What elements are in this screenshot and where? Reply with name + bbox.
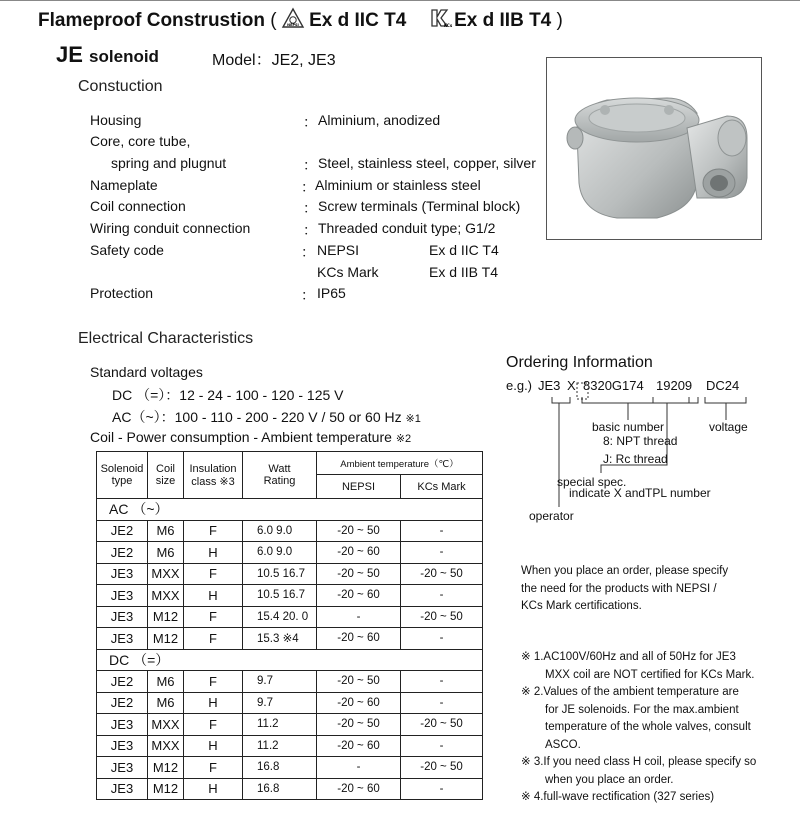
cell-watt: 11.2: [243, 735, 317, 757]
ordering-code-x: X: [567, 378, 576, 393]
table-row: [97, 671, 483, 693]
cell-watt: 6.0 9.0: [243, 542, 317, 564]
table-row: [97, 714, 483, 736]
cell-size: MXX: [148, 585, 184, 607]
dc-voltages: DC （=）：12 - 24 - 100 - 120 - 125 V: [112, 387, 344, 403]
cell-cls: F: [184, 520, 243, 542]
ordering-code-spec: 19209: [656, 378, 693, 393]
section-dc-label: DC （=）: [97, 649, 483, 671]
cell-type: JE3: [97, 585, 148, 607]
cell-type: JE3: [97, 714, 148, 736]
coil-power-label: [90, 429, 411, 445]
cell-cls: F: [184, 671, 243, 693]
title-paren-open: (: [270, 10, 277, 32]
cell-type: JE2: [97, 542, 148, 564]
cell-size: M12: [148, 606, 184, 628]
nepsi-logo-icon: [282, 8, 304, 34]
cell-type: JE2: [97, 520, 148, 542]
cell-nepsi: -20 ~ 60: [317, 692, 401, 714]
header-kcs: KCs Mark: [401, 475, 483, 499]
top-rule: [0, 0, 800, 1]
footnotes: [521, 649, 756, 807]
header-nepsi: NEPSI: [317, 475, 401, 499]
spec-label-coil-connection: Coil connection: [90, 198, 186, 214]
cell-nepsi: -20 ~ 60: [317, 585, 401, 607]
cell-type: JE3: [97, 628, 148, 650]
cell-watt: 15.3 ※4: [243, 628, 317, 650]
cell-size: M6: [148, 542, 184, 564]
spec-value-wiring: Threaded conduit type; G1/2: [318, 220, 496, 236]
cell-kcs: -: [401, 628, 483, 650]
spec-label-protection: Protection: [90, 285, 154, 301]
header-solenoid-type: Solenoid type: [97, 452, 148, 499]
table-row: [97, 563, 483, 585]
header-watt-rating: Watt Rating: [243, 452, 317, 499]
product-name-main: JE: [56, 42, 83, 67]
ordering-code-je3: JE3: [538, 378, 561, 393]
order-note: When you place an order, please specify the need for the products with NEPSI / KCs Mark certifications.: [521, 565, 729, 612]
cell-watt: 10.5 16.7: [243, 585, 317, 607]
std-voltages-label: Standard voltages: [90, 364, 203, 380]
footnote-2: ※ 2.Values of the ambient temperature are: [521, 686, 739, 698]
cell-type: JE2: [97, 692, 148, 714]
spec-value-safety-nepsi-code: Ex d IIC T4: [429, 242, 499, 258]
cell-kcs: -: [401, 520, 483, 542]
table-row: [97, 692, 483, 714]
cell-cls: F: [184, 563, 243, 585]
kcs-logo-text: KCs: [443, 23, 453, 28]
spec-value-coil-connection: Screw terminals (Terminal block): [318, 198, 521, 214]
footnote-2-cont: for JE solenoids. For the max.ambient: [545, 703, 739, 716]
kcs-logo-icon: [429, 8, 453, 34]
cell-watt: 9.7: [243, 692, 317, 714]
footnote-2-cont: ASCO.: [545, 738, 581, 751]
header-ambient: Ambient temperature（℃）: [317, 452, 483, 475]
table-section-ac: [97, 499, 483, 521]
cell-size: M6: [148, 671, 184, 693]
spec-value-safety-kcs-code: Ex d IIB T4: [429, 264, 498, 280]
spec-label-nameplate: Nameplate: [90, 177, 158, 193]
cell-size: M12: [148, 778, 184, 800]
cell-type: JE2: [97, 671, 148, 693]
table-row: [97, 628, 483, 650]
cell-nepsi: -20 ~ 50: [317, 671, 401, 693]
coil-power-text: Coil - Power consumption - Ambient temperature: [90, 429, 392, 445]
cell-type: JE3: [97, 757, 148, 779]
spec-value-safety-kcs: KCs Mark: [317, 264, 379, 280]
product-name-suffix: solenoid: [89, 47, 159, 66]
solenoid-photo-icon: [547, 58, 761, 239]
cell-cls: H: [184, 735, 243, 757]
cell-kcs: -: [401, 671, 483, 693]
model-label: Model：JE2, JE3: [212, 52, 336, 69]
cell-size: MXX: [148, 563, 184, 585]
cell-nepsi: -20 ~ 50: [317, 520, 401, 542]
ordering-special-indicate: indicate X andTPL number: [569, 486, 711, 500]
spec-colon: ：: [301, 287, 315, 303]
spec-label-safety: Safety code: [90, 242, 164, 258]
spec-label-wiring: Wiring conduit connection: [90, 220, 251, 236]
cell-cls: F: [184, 606, 243, 628]
cell-cls: F: [184, 714, 243, 736]
coil-power-note: ※2: [395, 433, 412, 445]
spec-colon: ：: [301, 179, 315, 195]
ac-voltages-text: AC（~）：100 - 110 - 200 - 220 V / 50 or 60 Hz: [112, 409, 402, 425]
section-ac-label: AC （~）: [97, 499, 483, 521]
ordering-heading: Ordering Information: [506, 354, 653, 371]
cell-watt: 16.8: [243, 757, 317, 779]
spec-label-housing: Housing: [90, 112, 142, 128]
cell-cls: H: [184, 542, 243, 564]
cell-kcs: -: [401, 778, 483, 800]
cell-size: MXX: [148, 735, 184, 757]
nepsi-logo-text: NEPSI: [286, 23, 299, 27]
table-header-row: [97, 452, 483, 475]
spec-colon: ：: [303, 200, 317, 216]
spec-value-safety-nepsi: NEPSI: [317, 242, 360, 258]
cell-type: JE3: [97, 563, 148, 585]
cell-watt: 10.5 16.7: [243, 563, 317, 585]
cell-size: M12: [148, 628, 184, 650]
footnote-3: ※ 3.If you need class H coil, please specify so: [521, 756, 757, 768]
ordering-npt: 8: NPT thread: [603, 434, 678, 448]
ac-rows: [97, 520, 483, 649]
cell-watt: 16.8: [243, 778, 317, 800]
cell-kcs: -: [401, 692, 483, 714]
spec-value-housing: Alminium, anodized: [318, 112, 441, 128]
cell-type: JE3: [97, 606, 148, 628]
spec-value-core: Steel, stainless steel, copper, silver: [318, 155, 536, 171]
spec-colon: ：: [303, 114, 317, 130]
cell-size: MXX: [148, 714, 184, 736]
cell-kcs: -: [401, 735, 483, 757]
spec-colon: ：: [301, 244, 315, 260]
electrical-heading: Electrical Characteristics: [78, 330, 254, 347]
page-title: [38, 8, 563, 34]
cell-cls: H: [184, 585, 243, 607]
electrical-table: [96, 451, 483, 800]
product-name: [56, 42, 159, 68]
table-row: [97, 735, 483, 757]
cell-size: M12: [148, 757, 184, 779]
spec-colon: ：: [303, 222, 317, 238]
title-text: Flameproof Construstion: [38, 10, 265, 32]
spec-label-core: Core, core tube,: [90, 133, 191, 149]
cell-kcs: -: [401, 542, 483, 564]
cell-type: JE3: [97, 735, 148, 757]
cell-nepsi: -20 ~ 50: [317, 714, 401, 736]
spec-value-nameplate: Alminium or stainless steel: [315, 177, 481, 193]
product-photo: [546, 57, 762, 240]
table-row: [97, 757, 483, 779]
cell-size: M6: [148, 520, 184, 542]
cell-kcs: -20 ~ 50: [401, 563, 483, 585]
ordering-special: special spec.: [557, 475, 627, 489]
table-row: [97, 606, 483, 628]
ordering-eg: e.g.): [506, 378, 533, 393]
cell-size: M6: [148, 692, 184, 714]
cell-watt: 6.0 9.0: [243, 520, 317, 542]
cell-nepsi: -20 ~ 60: [317, 735, 401, 757]
cell-nepsi: -20 ~ 60: [317, 542, 401, 564]
cert-nepsi: Ex d IIC T4: [309, 10, 407, 32]
spec-value-protection: IP65: [317, 285, 346, 301]
cell-kcs: -: [401, 585, 483, 607]
footnote-4: ※ 4.full-wave rectification (327 series): [521, 791, 715, 803]
cell-nepsi: -: [317, 757, 401, 779]
title-paren-close: ): [556, 10, 563, 32]
table-row: [97, 778, 483, 800]
footnote-2-cont: temperature of the whole valves, consult: [545, 721, 751, 733]
cell-nepsi: -20 ~ 60: [317, 628, 401, 650]
table-section-dc: [97, 649, 483, 671]
ordering-operator: operator: [529, 509, 574, 523]
footnote-1-cont: MXX coil are NOT certified for KCs Mark.: [545, 668, 755, 681]
header-coil-size: Coil size: [148, 452, 184, 499]
cell-cls: F: [184, 757, 243, 779]
cell-kcs: -20 ~ 50: [401, 714, 483, 736]
table-row: [97, 542, 483, 564]
spec-label-spring: spring and plugnut: [111, 155, 227, 171]
cell-watt: 15.4 20. 0: [243, 606, 317, 628]
cell-watt: 9.7: [243, 671, 317, 693]
cert-kcs: Ex d IIB T4: [454, 10, 552, 32]
footnote-1: ※ 1.AC100V/60Hz and all of 50Hz for JE3: [521, 651, 736, 663]
cell-kcs: -20 ~ 50: [401, 606, 483, 628]
cell-nepsi: -20 ~ 50: [317, 563, 401, 585]
ordering-basic-number: basic number: [592, 420, 665, 434]
construction-heading: Constuction: [78, 78, 163, 95]
cell-nepsi: -20 ~ 60: [317, 778, 401, 800]
cell-cls: H: [184, 778, 243, 800]
cell-kcs: -20 ~ 50: [401, 757, 483, 779]
footnote-3-cont: when you place an order.: [545, 773, 674, 786]
cell-cls: F: [184, 628, 243, 650]
table-row: [97, 585, 483, 607]
ac-voltages: [112, 407, 421, 427]
cell-cls: H: [184, 692, 243, 714]
table-row: [97, 520, 483, 542]
ordering-voltage: voltage: [709, 420, 748, 434]
dc-rows: [97, 671, 483, 800]
ordering-code-basic: 8320G174: [583, 378, 644, 393]
ordering-code-voltage: DC24: [706, 378, 740, 393]
spec-colon: ：: [303, 157, 317, 173]
cell-nepsi: -: [317, 606, 401, 628]
ordering-rc: J: Rc thread: [603, 452, 668, 466]
cell-watt: 11.2: [243, 714, 317, 736]
ac-voltages-note: ※1: [405, 413, 421, 425]
cell-type: JE3: [97, 778, 148, 800]
header-insulation-class: Insulation class ※3: [184, 452, 243, 499]
